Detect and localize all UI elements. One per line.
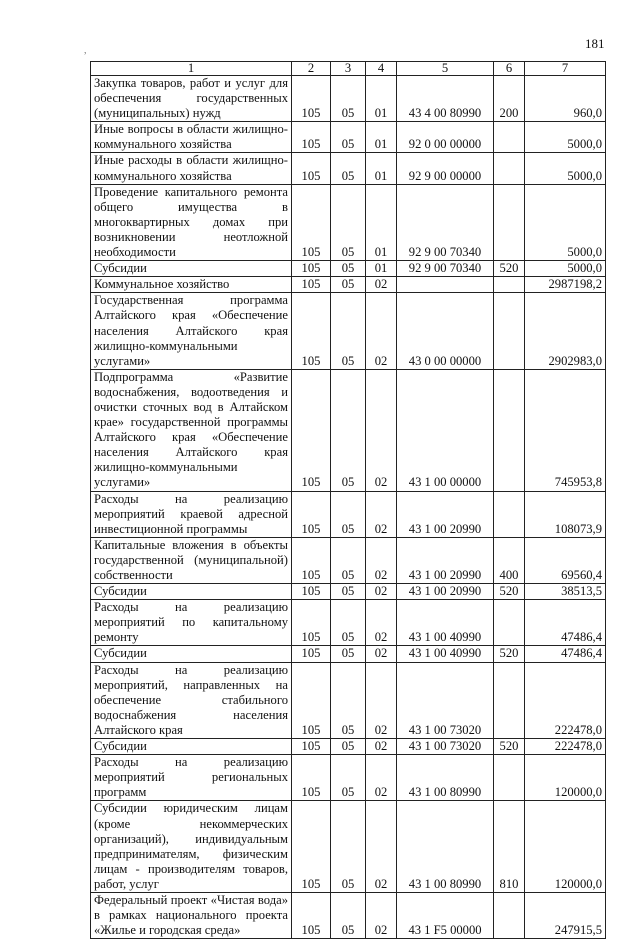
subsection-b-cell: 02 (366, 600, 397, 646)
expense-type-cell: 520 (494, 584, 525, 600)
table-row (91, 662, 606, 738)
section-code-cell: 105 (292, 755, 331, 801)
amount-cell: 5000,0 (525, 261, 606, 277)
table-row (91, 277, 606, 293)
subsection-a-cell: 05 (331, 369, 366, 491)
subsection-a-cell: 05 (331, 584, 366, 600)
row-name-cell: Коммунальное хозяйство (91, 277, 292, 293)
row-name-cell: Капитальные вложения в объекты государственной (муниципальной) собственности (91, 537, 292, 583)
section-code-cell: 105 (292, 537, 331, 583)
section-code-cell: 105 (292, 584, 331, 600)
subsection-a-cell: 05 (331, 755, 366, 801)
section-code-cell: 105 (292, 491, 331, 537)
subsection-b-cell: 02 (366, 537, 397, 583)
target-article-cell (397, 277, 494, 293)
section-code-cell: 105 (292, 892, 331, 938)
table-row (91, 801, 606, 893)
row-name-cell: Закупка товаров, работ и услуг для обеспечения государственных (муниципальных) нужд (91, 76, 292, 122)
amount-cell: 2902983,0 (525, 293, 606, 369)
subsection-a-cell: 05 (331, 892, 366, 938)
row-name-cell: Расходы на реализацию мероприятий, направленных на обеспечение стабильного водоснабжения населения Алтайского края (91, 662, 292, 738)
subsection-b-cell: 01 (366, 153, 397, 184)
section-code-cell: 105 (292, 153, 331, 184)
target-article-cell: 92 9 00 00000 (397, 153, 494, 184)
subsection-b-cell: 02 (366, 892, 397, 938)
expense-type-cell (494, 491, 525, 537)
header-cell: 2 (292, 62, 331, 76)
amount-cell: 5000,0 (525, 153, 606, 184)
subsection-b-cell: 01 (366, 184, 397, 260)
row-name-cell: Субсидии юридическим лицам (кроме некоммерческих организаций), индивидуальным предпринимателям, физическим лицам - производителям товаров, работ, услуг (91, 801, 292, 893)
target-article-cell: 43 1 00 80990 (397, 801, 494, 893)
subsection-b-cell: 02 (366, 739, 397, 755)
header-cell: 4 (366, 62, 397, 76)
header-row (91, 62, 606, 76)
table-row (91, 646, 606, 662)
expense-type-cell (494, 755, 525, 801)
row-name-cell: Проведение капитального ремонта общего имущества в многоквартирных домах при возникновении неотложной необходимости (91, 184, 292, 260)
header-cell: 1 (91, 62, 292, 76)
subsection-b-cell: 02 (366, 646, 397, 662)
subsection-a-cell: 05 (331, 153, 366, 184)
subsection-b-cell: 02 (366, 293, 397, 369)
section-code-cell: 105 (292, 293, 331, 369)
target-article-cell: 43 1 00 20990 (397, 491, 494, 537)
amount-cell: 222478,0 (525, 739, 606, 755)
expense-type-cell (494, 892, 525, 938)
target-article-cell: 92 9 00 70340 (397, 261, 494, 277)
section-code-cell: 105 (292, 662, 331, 738)
amount-cell: 5000,0 (525, 184, 606, 260)
table-row (91, 76, 606, 122)
subsection-a-cell: 05 (331, 600, 366, 646)
table-row (91, 755, 606, 801)
subsection-a-cell: 05 (331, 184, 366, 260)
subsection-a-cell: 05 (331, 739, 366, 755)
expense-type-cell (494, 153, 525, 184)
expense-type-cell: 200 (494, 76, 525, 122)
amount-cell: 2987198,2 (525, 277, 606, 293)
section-code-cell: 105 (292, 600, 331, 646)
expense-type-cell (494, 122, 525, 153)
subsection-b-cell: 02 (366, 584, 397, 600)
subsection-b-cell: 01 (366, 122, 397, 153)
header-cell: 7 (525, 62, 606, 76)
table-row (91, 293, 606, 369)
subsection-b-cell: 02 (366, 277, 397, 293)
section-code-cell: 105 (292, 184, 331, 260)
row-name-cell: Субсидии (91, 261, 292, 277)
table-row (91, 584, 606, 600)
expense-type-cell: 810 (494, 801, 525, 893)
subsection-b-cell: 02 (366, 755, 397, 801)
amount-cell: 108073,9 (525, 491, 606, 537)
expense-type-cell (494, 600, 525, 646)
header-cell: 3 (331, 62, 366, 76)
row-name-cell: Иные расходы в области жилищно-коммунального хозяйства (91, 153, 292, 184)
row-name-cell: Подпрограмма «Развитие водоснабжения, водоотведения и очистки сточных вод в Алтайском крае» государственной программы Алтайского края «Обеспечение населения Алтайского края жилищно-коммунальными услугами» (91, 369, 292, 491)
expense-type-cell (494, 662, 525, 738)
row-name-cell: Субсидии (91, 584, 292, 600)
section-code-cell: 105 (292, 277, 331, 293)
target-article-cell: 43 1 00 20990 (397, 584, 494, 600)
target-article-cell: 43 1 00 00000 (397, 369, 494, 491)
subsection-a-cell: 05 (331, 261, 366, 277)
subsection-a-cell: 05 (331, 801, 366, 893)
amount-cell: 120000,0 (525, 755, 606, 801)
row-name-cell: Государственная программа Алтайского края «Обеспечение населения Алтайского края жилищно-коммунальными услугами» (91, 293, 292, 369)
subsection-b-cell: 02 (366, 491, 397, 537)
section-code-cell: 105 (292, 801, 331, 893)
table-row (91, 739, 606, 755)
target-article-cell: 43 1 00 40990 (397, 600, 494, 646)
target-article-cell: 43 1 00 73020 (397, 739, 494, 755)
subsection-a-cell: 05 (331, 537, 366, 583)
table-row (91, 892, 606, 938)
subsection-a-cell: 05 (331, 277, 366, 293)
section-code-cell: 105 (292, 739, 331, 755)
table-row (91, 153, 606, 184)
table-row (91, 491, 606, 537)
row-name-cell: Федеральный проект «Чистая вода» в рамках национального проекта «Жилье и городская среда» (91, 892, 292, 938)
amount-cell: 38513,5 (525, 584, 606, 600)
table-row (91, 537, 606, 583)
amount-cell: 222478,0 (525, 662, 606, 738)
amount-cell: 47486,4 (525, 600, 606, 646)
section-code-cell: 105 (292, 261, 331, 277)
target-article-cell: 92 0 00 00000 (397, 122, 494, 153)
row-name-cell: Иные вопросы в области жилищно-коммунального хозяйства (91, 122, 292, 153)
expense-type-cell: 520 (494, 646, 525, 662)
subsection-a-cell: 05 (331, 646, 366, 662)
table-row (91, 369, 606, 491)
row-name-cell: Расходы на реализацию мероприятий по капитальному ремонту (91, 600, 292, 646)
header-cell: 5 (397, 62, 494, 76)
subsection-b-cell: 02 (366, 801, 397, 893)
table-row (91, 184, 606, 260)
amount-cell: 47486,4 (525, 646, 606, 662)
expense-type-cell: 400 (494, 537, 525, 583)
section-code-cell: 105 (292, 76, 331, 122)
row-name-cell: Субсидии (91, 646, 292, 662)
budget-table (90, 61, 606, 939)
target-article-cell: 43 1 00 80990 (397, 755, 494, 801)
subsection-b-cell: 02 (366, 662, 397, 738)
subsection-a-cell: 05 (331, 662, 366, 738)
target-article-cell: 43 1 00 20990 (397, 537, 494, 583)
target-article-cell: 43 1 F5 00000 (397, 892, 494, 938)
subsection-b-cell: 01 (366, 261, 397, 277)
subsection-b-cell: 01 (366, 76, 397, 122)
amount-cell: 120000,0 (525, 801, 606, 893)
header-cell: 6 (494, 62, 525, 76)
section-code-cell: 105 (292, 369, 331, 491)
subsection-a-cell: 05 (331, 293, 366, 369)
target-article-cell: 92 9 00 70340 (397, 184, 494, 260)
page-number: 181 (585, 36, 605, 51)
amount-cell: 960,0 (525, 76, 606, 122)
amount-cell: 247915,5 (525, 892, 606, 938)
expense-type-cell (494, 293, 525, 369)
target-article-cell: 43 1 00 40990 (397, 646, 494, 662)
section-code-cell: 105 (292, 122, 331, 153)
table-row (91, 600, 606, 646)
subsection-a-cell: 05 (331, 491, 366, 537)
table-row (91, 122, 606, 153)
amount-cell: 5000,0 (525, 122, 606, 153)
scan-mark: , (84, 45, 87, 56)
row-name-cell: Расходы на реализацию мероприятий краевой адресной инвестиционной программы (91, 491, 292, 537)
expense-type-cell (494, 184, 525, 260)
amount-cell: 69560,4 (525, 537, 606, 583)
subsection-a-cell: 05 (331, 122, 366, 153)
row-name-cell: Субсидии (91, 739, 292, 755)
expense-type-cell: 520 (494, 261, 525, 277)
target-article-cell: 43 0 00 00000 (397, 293, 494, 369)
expense-type-cell (494, 277, 525, 293)
amount-cell: 745953,8 (525, 369, 606, 491)
expense-type-cell (494, 369, 525, 491)
section-code-cell: 105 (292, 646, 331, 662)
subsection-a-cell: 05 (331, 76, 366, 122)
row-name-cell: Расходы на реализацию мероприятий региональных программ (91, 755, 292, 801)
expense-type-cell: 520 (494, 739, 525, 755)
target-article-cell: 43 4 00 80990 (397, 76, 494, 122)
table-row (91, 261, 606, 277)
target-article-cell: 43 1 00 73020 (397, 662, 494, 738)
subsection-b-cell: 02 (366, 369, 397, 491)
